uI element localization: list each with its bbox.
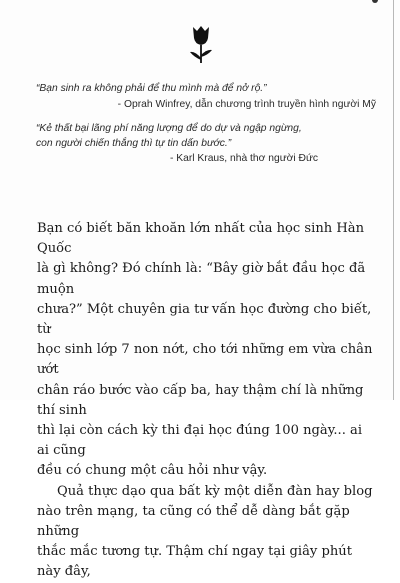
epigraph [36,82,376,112]
page-edge [393,0,394,400]
epigraph-quote: “Bạn sinh ra không phải để thu mình mà để nở rộ.” [36,83,267,94]
epigraphs [36,82,376,177]
tulip-ornament-icon [186,22,216,66]
epigraph-author: - Karl Kraus, nhà thơ người Đức [169,153,318,164]
body-paragraph: Quả thực dạo qua bất kỳ một diễn đàn hay blog nào trên mạng, ta cũng có thể dễ dàng bắt gặp những thắc mắc tương tự. Thậm chí ngay tại giây phút này đây, [37,483,373,580]
epigraph-author: - Oprah Winfrey, dẫn chương trình truyền hình người Mỹ [117,98,376,110]
epigraph-quote: “Kẻ thất bại lãng phí năng lượng để do dự và ngập ngừng, con người chiến thắng thì tự tin dấn bước.” [36,123,302,149]
epigraph [36,122,376,167]
page-top-mark [372,0,378,3]
body-paragraph: Bạn có biết băn khoăn lớn nhất của học sinh Hàn Quốc là gì không? Đó chính là: “Bây giờ bắt đầu học đã muộn chưa?” Một chuyên gia tư vấn học đường cho biết, từ học sinh lớp 7 non nớt, cho tới những em vừa chân ướt chân ráo bước vào cấp ba, hay thậm chí là những thí sinh thì lại còn cách kỳ thi đại học đúng 100 ngày... ai ai cũng đều có chung một câu hỏi như vậy. [37,221,373,479]
body-text [37,219,377,583]
